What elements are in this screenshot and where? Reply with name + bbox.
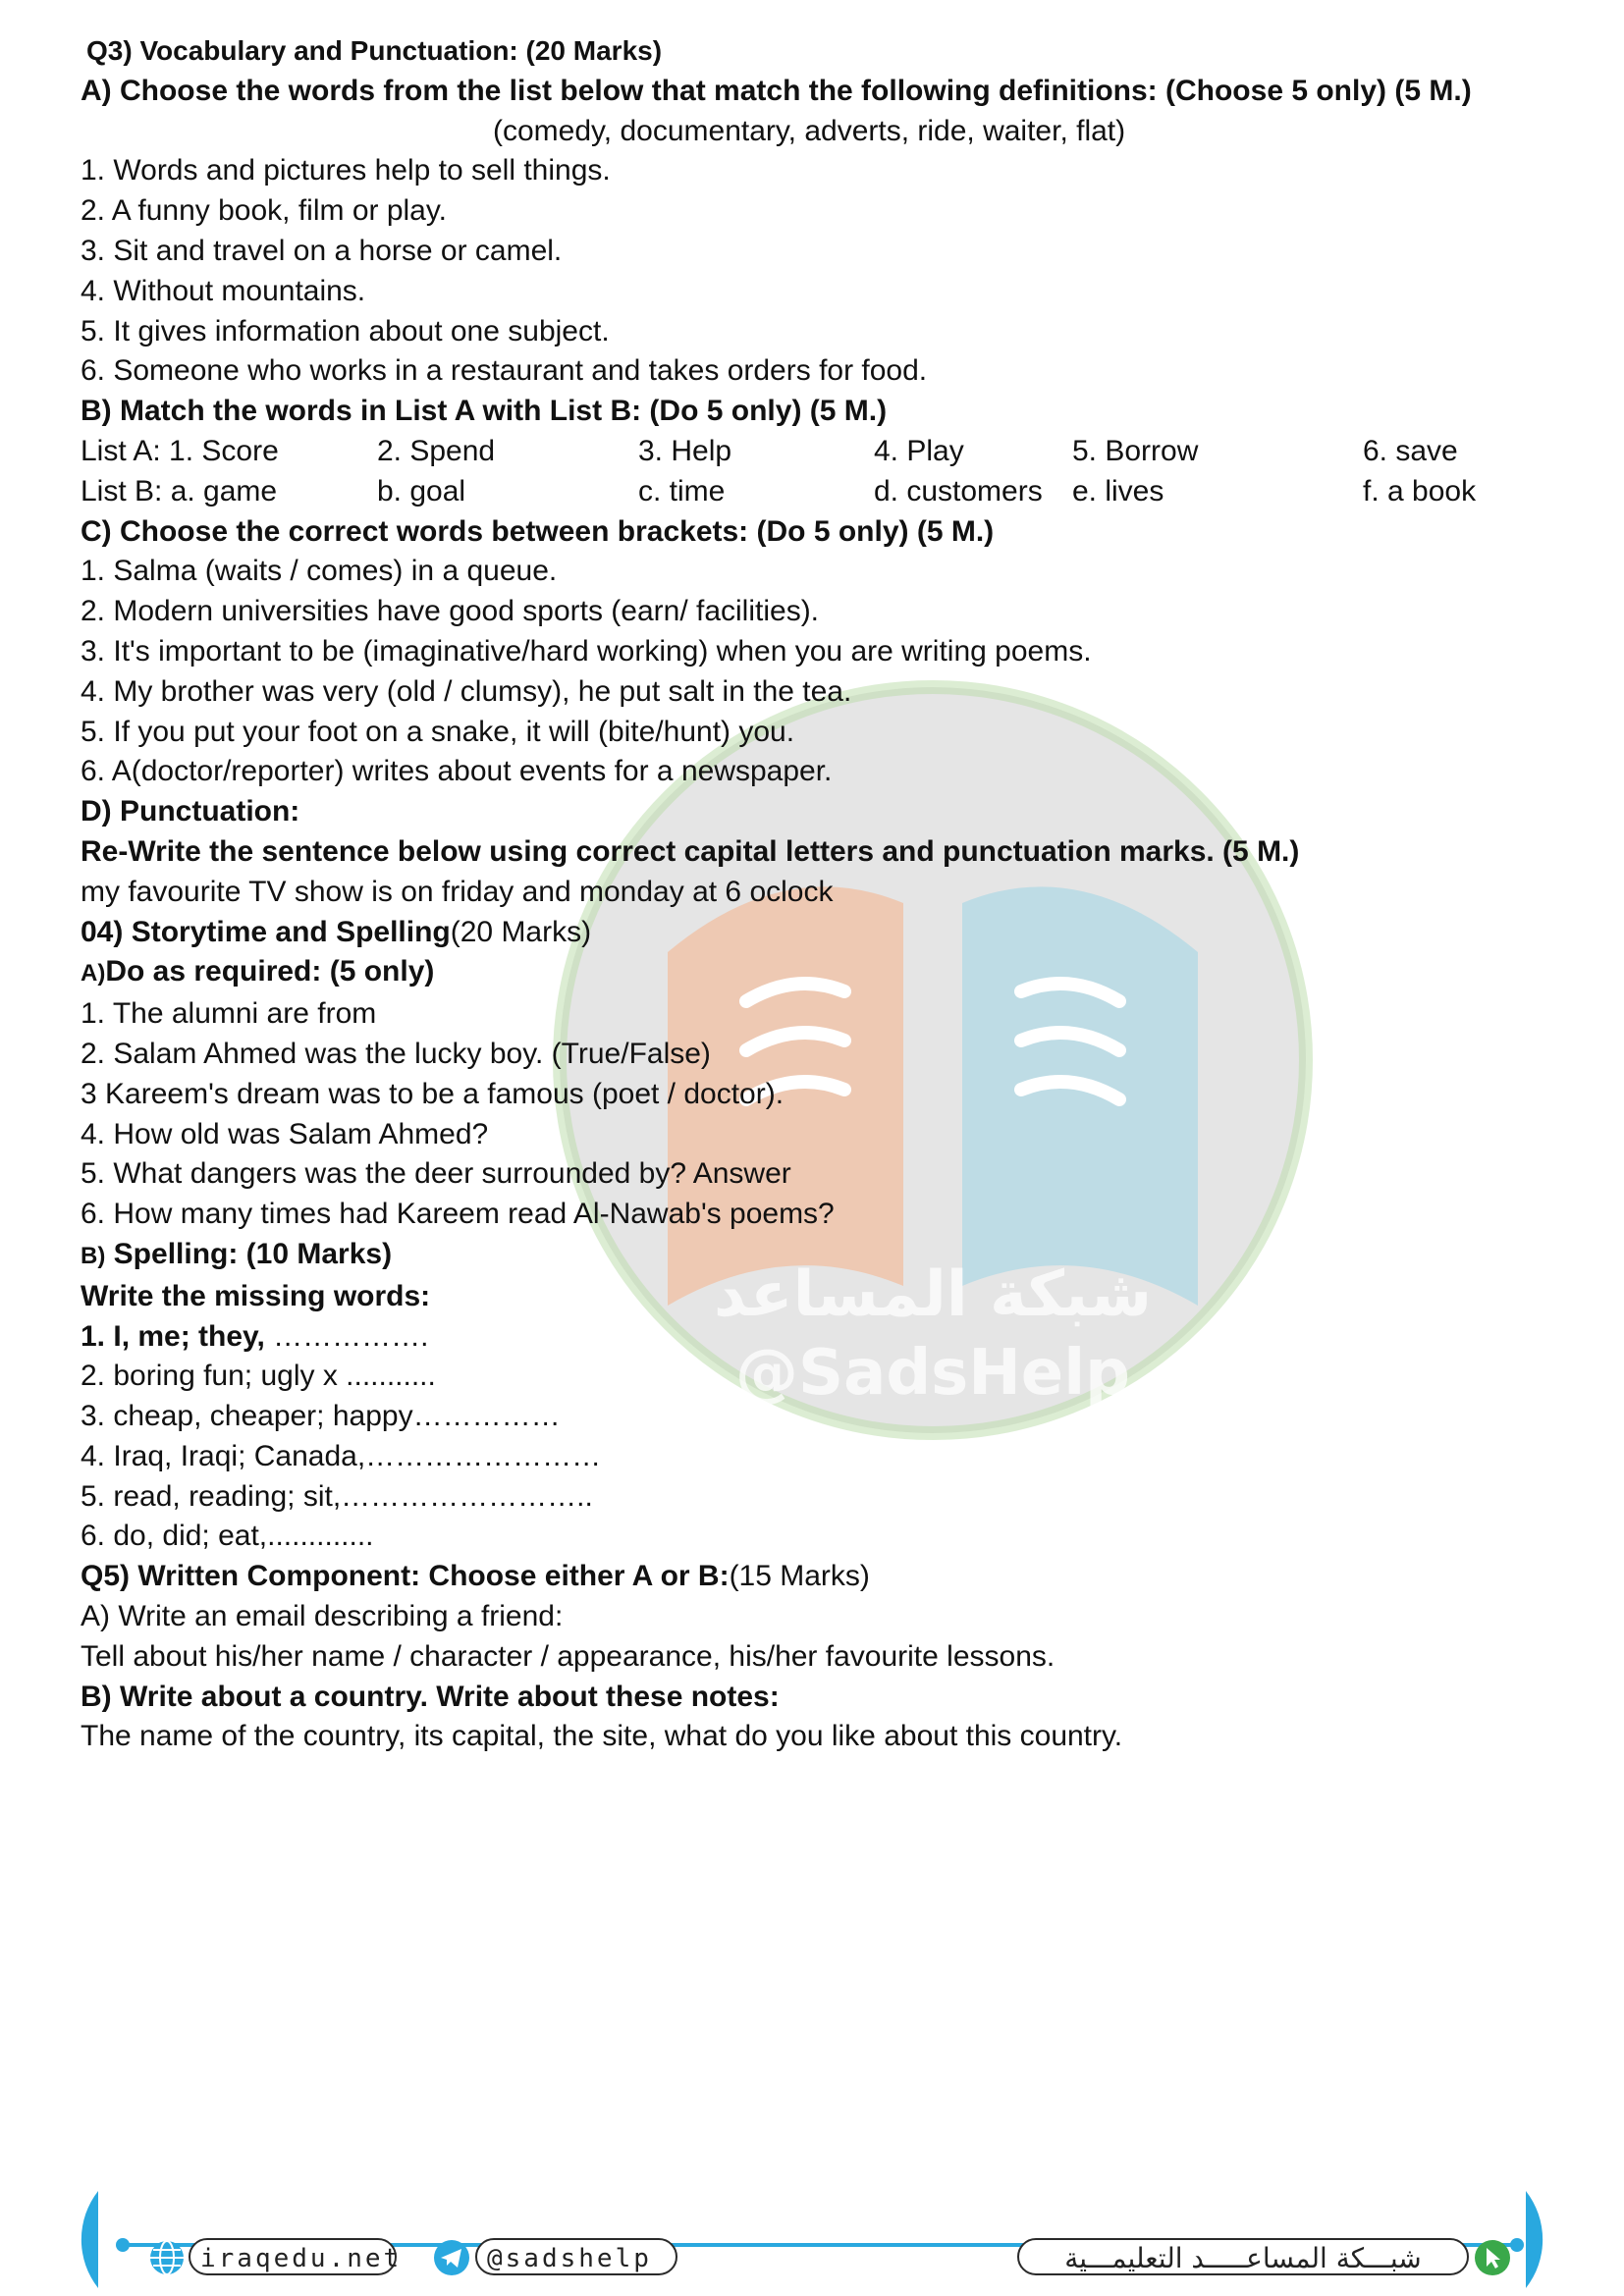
q5-a-text: Tell about his/her name / character / appearance, his/her favourite lessons. xyxy=(81,1639,1056,1673)
q3-c-heading: C) Choose the correct words between brackets: (Do 5 only) (5 M.) xyxy=(81,514,995,548)
q3-d-sentence: my favourite TV show is on friday and monday at 6 oclock xyxy=(81,875,834,908)
list-a-cell: 2. Spend xyxy=(377,434,496,467)
list-a-cell: List A: 1. Score xyxy=(81,434,279,467)
q3-a-item: 6. Someone who works in a restaurant and takes orders for food. xyxy=(81,354,928,388)
q4-b-instruction: Write the missing words: xyxy=(81,1279,431,1312)
watermark-handle: @SadsHelp xyxy=(735,1337,1130,1410)
q4-b-item1-bold: 1. I, me; they, xyxy=(81,1319,265,1353)
q5-b-text: The name of the country, its capital, the site, what do you like about this country. xyxy=(81,1720,1123,1753)
list-a-cell: 3. Help xyxy=(638,434,732,467)
q5-a-heading: A) Write an email describing a friend: xyxy=(81,1600,564,1633)
q5-title-bold: Q5) Written Component: Choose either A or B: xyxy=(81,1560,730,1593)
q5-b-heading: B) Write about a country. Write about these notes: xyxy=(81,1680,780,1713)
list-a-row xyxy=(81,432,1543,472)
q3-a-word-list: (comedy, documentary, adverts, ride, waiter, flat) xyxy=(493,114,1126,147)
list-a-cell: 5. Borrow xyxy=(1072,434,1199,467)
q3-title: Q3) Vocabulary and Punctuation: (20 Marks) xyxy=(86,35,663,66)
q4-b-item: 5. read, reading; sit,…………………….. xyxy=(81,1479,593,1513)
q3-a-item: 5. It gives information about one subject. xyxy=(81,314,610,347)
list-b-cell: f. a book xyxy=(1363,474,1477,507)
q4-b-item: 6. do, did; eat,............. xyxy=(81,1520,374,1553)
list-a-cell: 6. save xyxy=(1363,434,1458,467)
list-b-cell: c. time xyxy=(638,474,726,507)
list-b-cell: b. goal xyxy=(377,474,466,507)
q4-a-label: A) xyxy=(81,960,106,988)
cursor-icon xyxy=(1473,2238,1512,2277)
q4-title-bold: 04) Storytime and Spelling xyxy=(81,915,451,948)
q4-a-item: 6. How many times had Kareem read Al-Nawab's poems? xyxy=(81,1198,835,1231)
q3-a-item: 2. A funny book, film or play. xyxy=(81,194,447,228)
q3-a-item: 3. Sit and travel on a horse or camel. xyxy=(81,234,563,267)
q4-b-item: 4. Iraq, Iraqi; Canada,…………………… xyxy=(81,1439,602,1472)
q4-a-heading-line xyxy=(81,952,1543,994)
q3-d-heading: D) Punctuation: xyxy=(81,795,300,828)
q4-a-item: 3 Kareem's dream was to be a famous (poet / doctor). xyxy=(81,1077,785,1110)
list-b-row xyxy=(81,472,1543,512)
q3-a-item: 4. Without mountains. xyxy=(81,274,366,307)
q3-a-heading: A) Choose the words from the list below that match the following definitions: (Choose 5 only) (5 M.) xyxy=(81,74,1472,107)
q5-title-marks: (15 Marks) xyxy=(729,1560,870,1593)
list-b-cell: d. customers xyxy=(874,474,1043,507)
q3-c-item: 3. It's important to be (imaginative/hard working) when you are writing poems. xyxy=(81,634,1092,667)
worksheet-content xyxy=(81,31,1543,1757)
q3-c-item: 5. If you put your foot on a snake, it will (bite/hunt) you. xyxy=(81,715,795,748)
q3-b-heading: B) Match the words in List A with List B: (Do 5 only) (5 M.) xyxy=(81,395,888,428)
q4-b-label: B) xyxy=(81,1242,106,1269)
list-b-cell: List B: a. game xyxy=(81,474,278,507)
list-a-cell: 4. Play xyxy=(874,434,964,467)
q4-title xyxy=(81,913,1543,953)
q3-c-item: 1. Salma (waits / comes) in a queue. xyxy=(81,555,558,588)
q4-b-heading-line xyxy=(81,1235,1543,1277)
watermark-arabic: شبكة المساعد xyxy=(713,1258,1153,1331)
q3-d-instruction: Re-Write the sentence below using correct capital letters and punctuation marks. (5 M.) xyxy=(81,834,1300,868)
q4-a-item: 4. How old was Salam Ahmed? xyxy=(81,1117,489,1150)
q4-a-item: 5. What dangers was the deer surrounded by? Answer xyxy=(81,1157,791,1191)
q4-b-item: 2. boring fun; ugly x ........... xyxy=(81,1360,436,1393)
q4-b-heading: Spelling: (10 Marks) xyxy=(113,1237,393,1270)
q4-a-item: 1. The alumni are from xyxy=(81,997,377,1031)
telegram-icon xyxy=(432,2238,471,2277)
list-b-cell: e. lives xyxy=(1072,474,1164,507)
q3-a-item: 1. Words and pictures help to sell things. xyxy=(81,154,611,187)
q4-a-heading: Do as required: (5 only) xyxy=(105,955,435,988)
website-link[interactable]: iraqedu.net xyxy=(189,2238,397,2275)
network-name-badge: شبـــكة المساعـــــد التعليمـــية xyxy=(1017,2238,1469,2275)
q5-title xyxy=(81,1557,1543,1597)
q3-c-item: 2. Modern universities have good sports (earn/ facilities). xyxy=(81,595,820,628)
globe-icon xyxy=(147,2238,187,2277)
q4-title-marks: (20 Marks) xyxy=(450,915,592,948)
q3-c-item: 6. A(doctor/reporter) writes about events for a newspaper. xyxy=(81,755,833,788)
q4-b-item1-blank: ……………. xyxy=(264,1319,429,1353)
q4-b-item xyxy=(81,1317,1543,1358)
telegram-link[interactable]: @sadshelp xyxy=(475,2238,677,2275)
q4-a-item: 2. Salam Ahmed was the lucky boy. (True/False) xyxy=(81,1037,711,1070)
q4-b-item: 3. cheap, cheaper; happy…………… xyxy=(81,1400,561,1433)
q3-c-item: 4. My brother was very (old / clumsy), he put salt in the tea. xyxy=(81,674,852,708)
